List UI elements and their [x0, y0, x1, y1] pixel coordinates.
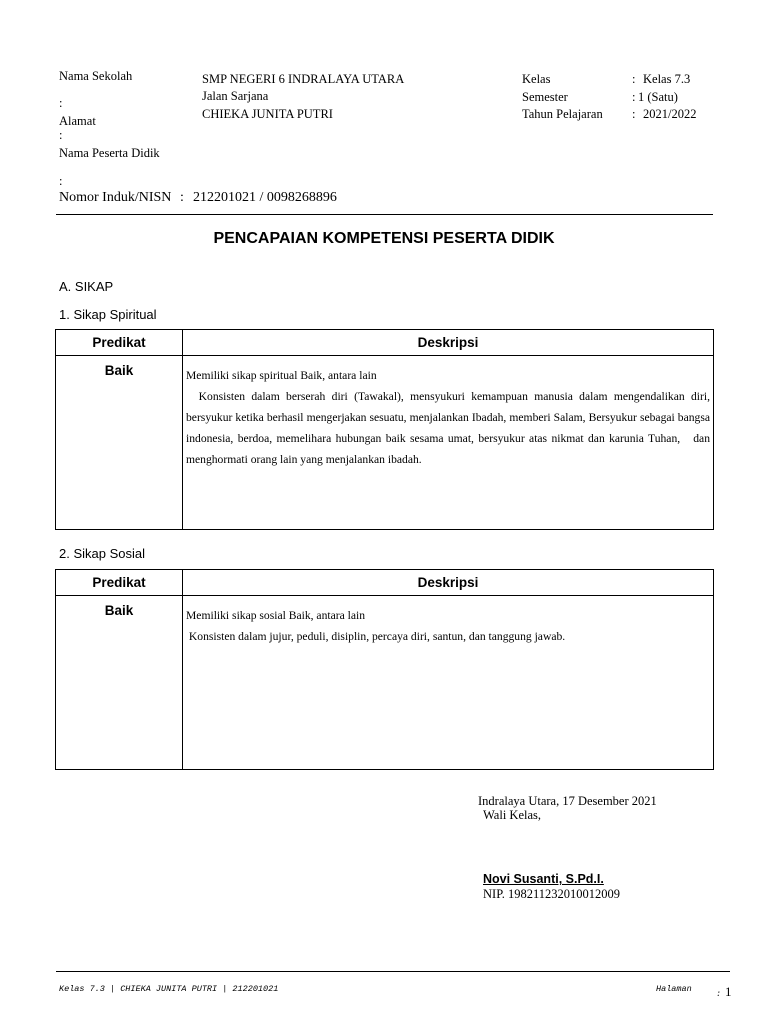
- school-label: Nama Sekolah: [59, 69, 133, 83]
- semester-value: 1 (Satu): [638, 90, 678, 104]
- address-value: Jalan Sarjana: [202, 89, 269, 103]
- address-label: Alamat: [59, 114, 96, 128]
- student-label: Nama Peserta Didik: [59, 146, 160, 160]
- spiritual-table: [55, 329, 714, 530]
- school-value: SMP NEGERI 6 INDRALAYA UTARA: [202, 72, 405, 86]
- social-desc-intro: Memiliki sikap sosial Baik, antara lain: [186, 609, 366, 622]
- social-table: [55, 569, 714, 770]
- table-header-row: [56, 570, 714, 596]
- nisn-value: 212201021 / 0098268896: [193, 190, 337, 205]
- social-predikat: Baik: [56, 596, 183, 770]
- table-row: [56, 596, 714, 770]
- signatory-name: Novi Susanti, S.Pd.I.: [483, 872, 604, 886]
- student-colon: :: [59, 174, 63, 188]
- social-heading: 2. Sikap Sosial: [59, 546, 145, 561]
- spiritual-heading: 1. Sikap Spiritual: [59, 307, 157, 322]
- class-value: Kelas 7.3: [643, 72, 691, 86]
- place-date: Indralaya Utara, 17 Desember 2021: [478, 794, 657, 808]
- signature-role: Wali Kelas,: [483, 808, 542, 822]
- year-label: Tahun Pelajaran: [522, 107, 603, 121]
- signatory-nip: NIP. 198211232010012009: [483, 887, 621, 901]
- spiritual-predikat: Baik: [56, 356, 183, 530]
- class-colon: :: [632, 72, 636, 86]
- column-header-deskripsi: Deskripsi: [183, 330, 714, 356]
- school-colon: :: [59, 96, 63, 110]
- spiritual-desc-body: Konsisten dalam berserah diri (Tawakal), mensyukuri kemampuan manusia dalam mengendalikan diri, bersyukur ketika berhasil mengerjakan sesuatu, menjalankan Ibadah, memberi Salam, Bersyukur sebagai bangsa indonesia, berdoa, memelihara hubungan baik sesama umat, bersyukur atas nikmat dan karunia Tuhan, dan menghormati orang lain yang menjalankan ibadah.: [186, 390, 713, 466]
- footer-page-label: Halaman: [656, 984, 692, 994]
- social-desc-body: Konsisten dalam jujur, peduli, disiplin, percaya diri, santun, dan tanggung jawab.: [186, 630, 566, 643]
- nisn-label: Nomor Induk/NISN: [59, 190, 172, 205]
- footer-info: Kelas 7.3 | CHIEKA JUNITA PUTRI | 212201021: [59, 984, 279, 994]
- column-header-predikat: Predikat: [56, 570, 183, 596]
- page-title: PENCAPAIAN KOMPETENSI PESERTA DIDIK: [213, 230, 555, 247]
- year-colon: :: [632, 107, 636, 121]
- spiritual-deskripsi-cell: [183, 356, 714, 530]
- section-sikap-heading: A. SIKAP: [59, 279, 114, 294]
- semester-colon: :: [632, 90, 636, 104]
- footer-page-colon: :: [716, 989, 722, 999]
- header-divider: [56, 214, 713, 215]
- spiritual-desc-intro: Memiliki sikap spiritual Baik, antara lain: [186, 369, 377, 382]
- footer-divider: [56, 971, 730, 972]
- table-row: [56, 356, 714, 530]
- column-header-predikat: Predikat: [56, 330, 183, 356]
- semester-label: Semester: [522, 90, 568, 104]
- class-label: Kelas: [522, 72, 551, 86]
- year-value: 2021/2022: [643, 107, 697, 121]
- column-header-deskripsi: Deskripsi: [183, 570, 714, 596]
- nisn-colon: :: [180, 190, 184, 205]
- address-colon: :: [59, 128, 63, 142]
- social-deskripsi-cell: [183, 596, 714, 770]
- table-header-row: [56, 330, 714, 356]
- footer-page-number: 1: [725, 984, 732, 999]
- student-value: CHIEKA JUNITA PUTRI: [202, 107, 333, 121]
